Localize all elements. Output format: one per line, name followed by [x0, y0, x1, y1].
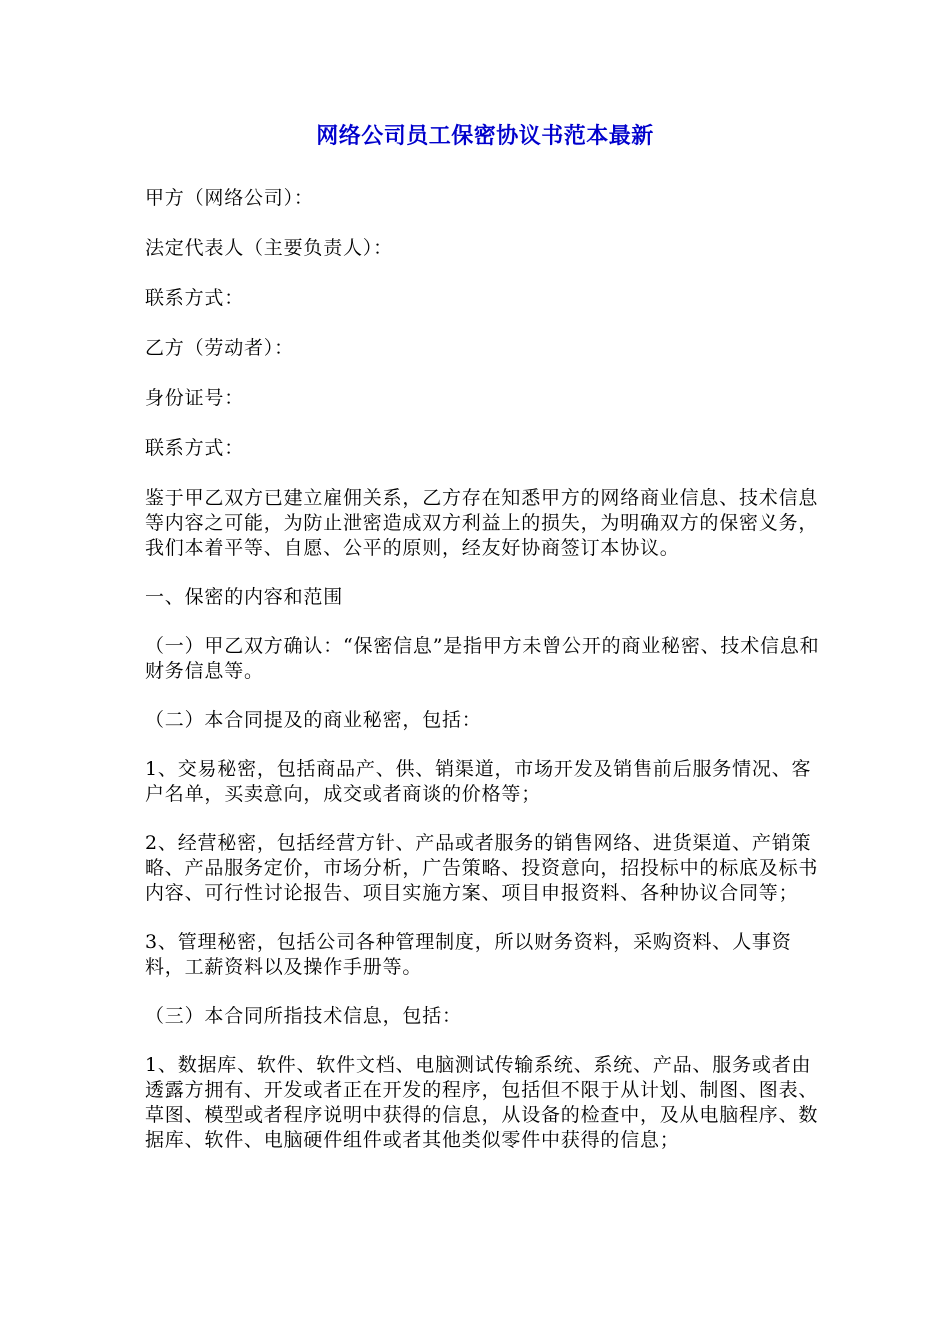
clause-1-2-item-1: 1、交易秘密，包括商品产、供、销渠道，市场开发及销售前后服务情况、客户名单，买卖意向，成交或者商谈的价格等； — [145, 758, 812, 805]
clause-1-2: （二）本合同提及的商业秘密，包括： — [145, 709, 482, 731]
party-b-contact-field: 联系方式： — [145, 437, 245, 459]
id-number-field: 身份证号： — [145, 387, 245, 409]
clause-1-2-item-3: 3、管理秘密，包括公司各种管理制度，所以财务资料，采购资料、人事资料，工薪资料以及操作手册等。 — [145, 931, 792, 978]
party-a-contact-field: 联系方式： — [145, 287, 245, 309]
document-page — [145, 118, 825, 1177]
clause-1-1: （一）甲乙双方确认：“保密信息”是指甲方未曾公开的商业秘密、技术信息和财务信息等。 — [145, 635, 820, 682]
party-a-field: 甲方（网络公司）： — [145, 187, 314, 209]
party-b-field: 乙方（劳动者）： — [145, 337, 294, 359]
section-heading-1: 一、保密的内容和范围 — [145, 586, 344, 608]
clause-1-3: （三）本合同所指技术信息，包括： — [145, 1005, 462, 1027]
clause-1-3-item-1: 1、数据库、软件、软件文档、电脑测试传输系统、系统、产品、服务或者由透露方拥有、开发或者正在开发的程序，包括但不限于从计划、制图、图表、草图、模型或者程序说明中获得的信息，从设备的检查中，及从电脑程序、数据库、软件、电脑硬件组件或者其他类似零件中获得的信息； — [145, 1054, 819, 1151]
document-title: 网络公司员工保密协议书范本最新 — [316, 124, 654, 149]
preamble-paragraph: 鉴于甲乙双方已建立雇佣关系，乙方存在知悉甲方的网络商业信息、技术信息等内容之可能，为防止泄密造成双方利益上的损失，为明确双方的保密义务，我们本着平等、自愿、公平的原则，经友好协商签订本协议。 — [145, 487, 819, 559]
clause-1-2-item-2: 2、经营秘密，包括经营方针、产品或者服务的销售网络、进货渠道、产销策略、产品服务定价，市场分析，广告策略、投资意向，招投标中的标底及标书内容、可行性讨论报告、项目实施方案、项目申报资料、各种协议合同等； — [145, 832, 819, 904]
legal-representative-field: 法定代表人（主要负责人）： — [145, 237, 393, 259]
